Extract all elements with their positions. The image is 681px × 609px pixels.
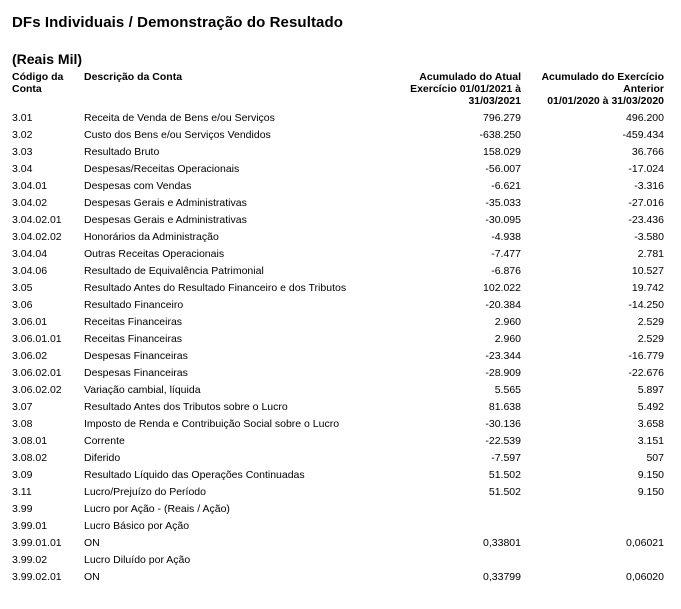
account-description: Lucro Básico por Ação bbox=[84, 520, 190, 532]
previous-period-value: 19.742 bbox=[631, 282, 664, 294]
table-row bbox=[0, 433, 681, 450]
current-period-value: -22.539 bbox=[485, 435, 521, 447]
account-code: 3.04.01 bbox=[12, 180, 48, 192]
account-code: 3.08.01 bbox=[12, 435, 48, 447]
table-row bbox=[0, 297, 681, 314]
table-row bbox=[0, 399, 681, 416]
previous-period-value: 507 bbox=[646, 452, 664, 464]
account-code: 3.06 bbox=[12, 299, 33, 311]
account-description: Custo dos Bens e/ou Serviços Vendidos bbox=[84, 129, 271, 141]
previous-period-value: 0,06021 bbox=[626, 537, 664, 549]
account-code: 3.06.02.02 bbox=[12, 384, 62, 396]
account-code: 3.06.01.01 bbox=[12, 333, 62, 345]
current-period-value: -30.136 bbox=[485, 418, 521, 430]
previous-period-value: 496.200 bbox=[626, 112, 664, 124]
previous-period-value: -17.024 bbox=[628, 163, 664, 175]
table-row bbox=[0, 212, 681, 229]
current-period-value: 51.502 bbox=[488, 469, 521, 481]
account-code: 3.02 bbox=[12, 129, 33, 141]
previous-period-value: -3.316 bbox=[634, 180, 664, 192]
account-code: 3.04.04 bbox=[12, 248, 48, 260]
previous-period-value: 2.529 bbox=[637, 333, 664, 345]
table-row bbox=[0, 450, 681, 467]
account-code: 3.99.01.01 bbox=[12, 537, 62, 549]
account-description: ON bbox=[84, 537, 100, 549]
header-previous-line: 01/01/2020 à 31/03/2020 bbox=[547, 95, 664, 107]
header-description-line: Descrição da Conta bbox=[84, 71, 183, 83]
current-period-value: 81.638 bbox=[488, 401, 521, 413]
account-code: 3.04.02.02 bbox=[12, 231, 62, 243]
account-code: 3.04.02.01 bbox=[12, 214, 62, 226]
account-description: Variação cambial, líquida bbox=[84, 384, 201, 396]
account-code: 3.06.01 bbox=[12, 316, 48, 328]
current-period-value: -35.033 bbox=[485, 197, 521, 209]
current-period-value: 2.960 bbox=[494, 316, 521, 328]
table-row bbox=[0, 416, 681, 433]
income-statement-table bbox=[0, 110, 681, 586]
account-description: Resultado Financeiro bbox=[84, 299, 184, 311]
current-period-value: 5.565 bbox=[494, 384, 521, 396]
account-description: Despesas Financeiras bbox=[84, 367, 188, 379]
current-period-value: -6.876 bbox=[491, 265, 521, 277]
previous-period-value: 2.781 bbox=[637, 248, 664, 260]
account-description: Resultado Bruto bbox=[84, 146, 160, 158]
account-code: 3.06.02.01 bbox=[12, 367, 62, 379]
previous-period-value: -23.436 bbox=[628, 214, 664, 226]
current-period-value: -4.938 bbox=[491, 231, 521, 243]
account-description: Receitas Financeiras bbox=[84, 316, 183, 328]
account-code: 3.99.02.01 bbox=[12, 571, 62, 583]
table-row bbox=[0, 195, 681, 212]
account-description: Lucro/Prejuízo do Período bbox=[84, 486, 206, 498]
current-period-value: -30.095 bbox=[485, 214, 521, 226]
account-code: 3.06.02 bbox=[12, 350, 48, 362]
account-description: Resultado Antes dos Tributos sobre o Lucro bbox=[84, 401, 288, 413]
previous-period-value: 9.150 bbox=[637, 469, 664, 481]
header-previous-line: Anterior bbox=[623, 83, 664, 95]
table-row bbox=[0, 569, 681, 586]
account-code: 3.07 bbox=[12, 401, 33, 413]
account-description: Outras Receitas Operacionais bbox=[84, 248, 225, 260]
table-row bbox=[0, 501, 681, 518]
header-current-period bbox=[410, 71, 521, 107]
previous-period-value: 5.492 bbox=[637, 401, 664, 413]
previous-period-value: -459.434 bbox=[622, 129, 664, 141]
table-row bbox=[0, 535, 681, 552]
account-code: 3.08.02 bbox=[12, 452, 48, 464]
currency-unit-label: (Reais Mil) bbox=[12, 51, 83, 67]
table-row bbox=[0, 552, 681, 569]
table-row bbox=[0, 110, 681, 127]
account-code: 3.01 bbox=[12, 112, 33, 124]
table-row bbox=[0, 365, 681, 382]
previous-period-value: 9.150 bbox=[637, 486, 664, 498]
current-period-value: -638.250 bbox=[479, 129, 521, 141]
account-code: 3.04 bbox=[12, 163, 33, 175]
previous-period-value: 3.658 bbox=[637, 418, 664, 430]
current-period-value: -20.384 bbox=[485, 299, 521, 311]
current-period-value: -56.007 bbox=[485, 163, 521, 175]
account-code: 3.03 bbox=[12, 146, 33, 158]
account-description: Despesas Gerais e Administrativas bbox=[84, 197, 247, 209]
account-description: Resultado Antes do Resultado Financeiro e dos Tributos bbox=[84, 282, 347, 294]
account-description: Lucro Diluído por Ação bbox=[84, 554, 191, 566]
header-code bbox=[12, 71, 63, 95]
previous-period-value: -22.676 bbox=[628, 367, 664, 379]
table-row bbox=[0, 229, 681, 246]
previous-period-value: 10.527 bbox=[631, 265, 664, 277]
table-row bbox=[0, 280, 681, 297]
table-row bbox=[0, 467, 681, 484]
current-period-value: 51.502 bbox=[488, 486, 521, 498]
previous-period-value: -14.250 bbox=[628, 299, 664, 311]
current-period-value: 102.022 bbox=[483, 282, 521, 294]
header-current-line: Exercício 01/01/2021 à bbox=[410, 83, 521, 95]
header-code-line: Conta bbox=[12, 83, 42, 95]
account-code: 3.05 bbox=[12, 282, 33, 294]
account-code: 3.99.01 bbox=[12, 520, 48, 532]
current-period-value: -7.477 bbox=[491, 248, 521, 260]
previous-period-value: -3.580 bbox=[634, 231, 664, 243]
account-description: Despesas com Vendas bbox=[84, 180, 192, 192]
account-description: Resultado Líquido das Operações Continuadas bbox=[84, 469, 305, 481]
account-description: Diferido bbox=[84, 452, 121, 464]
account-code: 3.04.02 bbox=[12, 197, 48, 209]
header-previous-line: Acumulado do Exercício bbox=[541, 71, 664, 83]
account-code: 3.08 bbox=[12, 418, 33, 430]
account-description: Despesas Gerais e Administrativas bbox=[84, 214, 247, 226]
current-period-value: 796.279 bbox=[483, 112, 521, 124]
account-description: Honorários da Administração bbox=[84, 231, 219, 243]
table-row bbox=[0, 518, 681, 535]
table-row bbox=[0, 263, 681, 280]
previous-period-value: 3.151 bbox=[637, 435, 664, 447]
table-row bbox=[0, 348, 681, 365]
account-code: 3.11 bbox=[12, 486, 32, 498]
current-period-value: 0,33799 bbox=[483, 571, 521, 583]
account-description: Corrente bbox=[84, 435, 125, 447]
current-period-value: -28.909 bbox=[485, 367, 521, 379]
current-period-value: -23.344 bbox=[485, 350, 521, 362]
table-row bbox=[0, 331, 681, 348]
header-current-line: Acumulado do Atual bbox=[419, 71, 521, 83]
table-row bbox=[0, 382, 681, 399]
current-period-value: 0,33801 bbox=[483, 537, 521, 549]
table-row bbox=[0, 127, 681, 144]
table-row bbox=[0, 484, 681, 501]
account-description: Lucro por Ação - (Reais / Ação) bbox=[84, 503, 230, 515]
account-description: Receita de Venda de Bens e/ou Serviços bbox=[84, 112, 275, 124]
account-description: ON bbox=[84, 571, 100, 583]
table-row bbox=[0, 178, 681, 195]
account-description: Imposto de Renda e Contribuição Social sobre o Lucro bbox=[84, 418, 340, 430]
account-description: Receitas Financeiras bbox=[84, 333, 183, 345]
table-row bbox=[0, 246, 681, 263]
account-description: Despesas/Receitas Operacionais bbox=[84, 163, 240, 175]
current-period-value: -6.621 bbox=[491, 180, 521, 192]
current-period-value: 158.029 bbox=[483, 146, 521, 158]
header-code-line: Código da bbox=[12, 71, 64, 83]
account-code: 3.09 bbox=[12, 469, 33, 481]
previous-period-value: 36.766 bbox=[631, 146, 664, 158]
account-description: Resultado de Equivalência Patrimonial bbox=[84, 265, 264, 277]
account-code: 3.99 bbox=[12, 503, 33, 515]
current-period-value: -7.597 bbox=[491, 452, 521, 464]
table-row bbox=[0, 161, 681, 178]
previous-period-value: -27.016 bbox=[628, 197, 664, 209]
previous-period-value: -16.779 bbox=[628, 350, 664, 362]
page-title: DFs Individuais / Demonstração do Resultado bbox=[12, 14, 344, 31]
previous-period-value: 0,06020 bbox=[626, 571, 664, 583]
header-current-line: 31/03/2021 bbox=[468, 95, 521, 107]
previous-period-value: 5.897 bbox=[637, 384, 664, 396]
account-code: 3.99.02 bbox=[12, 554, 48, 566]
table-row bbox=[0, 314, 681, 331]
current-period-value: 2.960 bbox=[494, 333, 521, 345]
header-description bbox=[84, 71, 182, 83]
account-description: Despesas Financeiras bbox=[84, 350, 188, 362]
account-code: 3.04.06 bbox=[12, 265, 48, 277]
header-previous-period bbox=[541, 71, 664, 107]
previous-period-value: 2.529 bbox=[637, 316, 664, 328]
table-row bbox=[0, 144, 681, 161]
